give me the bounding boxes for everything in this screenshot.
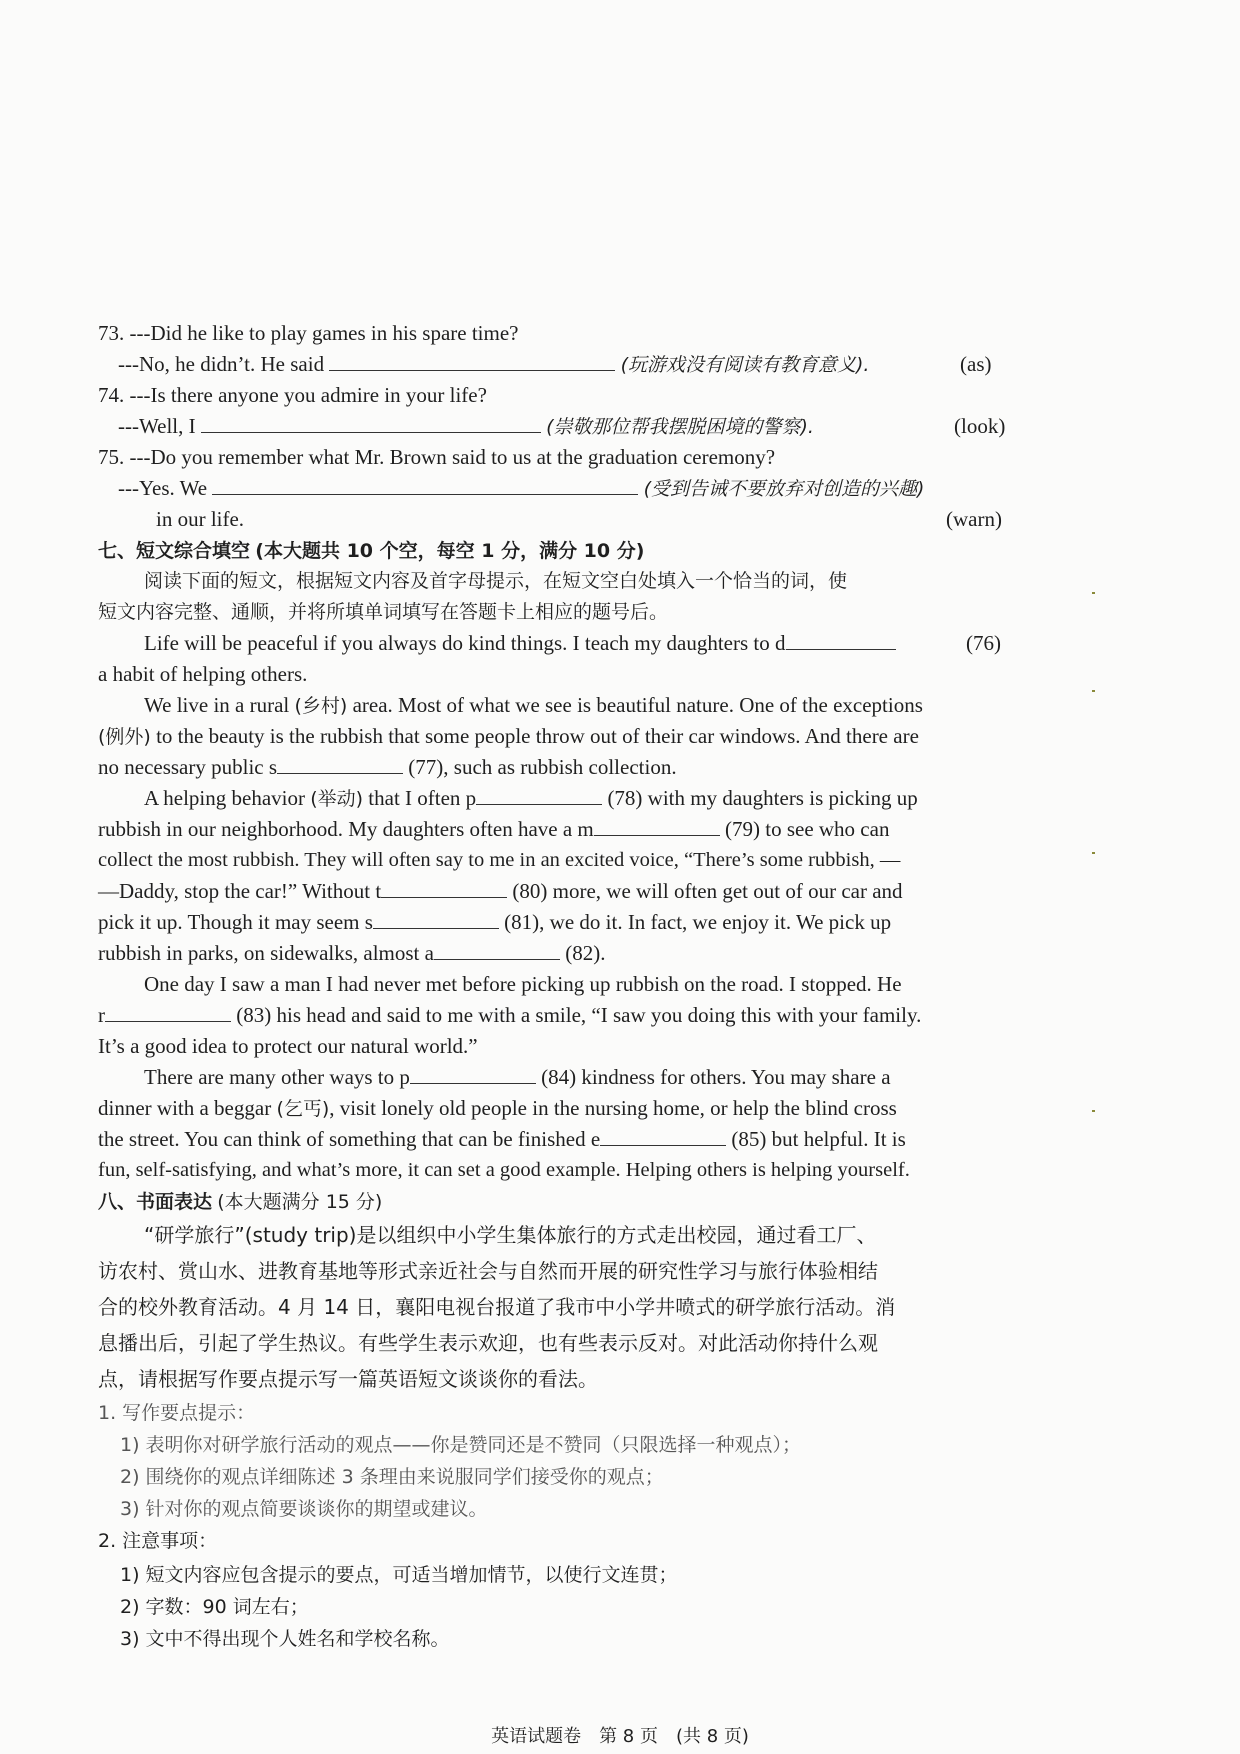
p3-text: rubbish in parks, on sidewalks, almost a	[98, 941, 434, 965]
passage-p3-line-3: collect the most rubbish. They will often say to me in an excited voice, “There’s some rubbish, —	[98, 849, 901, 871]
section-8-intro-line-5: 点，请根据写作要点提示写一篇英语短文谈谈你的看法。	[98, 1367, 598, 1391]
q73-answer-blank[interactable]	[329, 350, 615, 371]
passage-p4-line-1: One day I saw a man I had never met before picking up rubbish on the road. I stopped. He	[144, 972, 902, 996]
p3-text: —Daddy, stop the car!” Without t	[98, 879, 382, 903]
passage-p2-line-2	[98, 721, 919, 752]
q75-keyword: (warn)	[946, 507, 1002, 531]
question-75-prompt: 75. ---Do you remember what Mr. Brown said to us at the graduation ceremony?	[98, 445, 776, 469]
p4-text: (83) his head and said to me with a smile, “I saw you doing this with your family.	[236, 1003, 922, 1027]
q74-keyword: (look)	[954, 414, 1006, 438]
passage-p4-line-3: It’s a good idea to protect our natural world.”	[98, 1034, 478, 1058]
passage-p3-line-1	[144, 783, 918, 814]
question-74-answer	[118, 411, 814, 442]
scan-speck	[1092, 852, 1095, 854]
writing-points-heading: 1. 写作要点提示：	[98, 1402, 256, 1424]
p3-text: (82).	[565, 941, 606, 965]
q73-keyword: (as)	[960, 352, 992, 376]
p5-text: , visit lonely old people in the nursing home, or help the blind cross	[329, 1096, 897, 1120]
q75-answer-start: ---Yes. We	[118, 476, 208, 500]
p5-text: (85) but helpful. It is	[731, 1127, 906, 1151]
p2-text: to the beauty is the rubbish that some people throw out of their car windows. And there are	[156, 724, 919, 748]
scan-speck	[1092, 1110, 1095, 1112]
writing-point-2: 2) 围绕你的观点详细陈述 3 条理由来说服同学们接受你的观点；	[120, 1466, 664, 1488]
p5-text: There are many other ways to p	[144, 1065, 410, 1089]
passage-p4-line-2	[98, 1000, 921, 1030]
p5-gloss-beggar: (乞丐)	[276, 1098, 330, 1120]
section-8-intro-line-1: “研学旅行”(study trip)是以组织中小学生集体旅行的方式走出校园，通过看工厂、	[144, 1223, 877, 1247]
p2-text: area. Most of what we see is beautiful nature. One of the exceptions	[352, 693, 923, 717]
question-73-answer	[118, 349, 869, 380]
p3-text: rubbish in our neighborhood. My daughters often have a m	[98, 817, 594, 841]
p3-text: A helping behavior	[144, 786, 305, 810]
p3-text: (80) more, we will often get out of our car and	[512, 879, 903, 903]
note-3: 3) 文中不得出现个人姓名和学校名称。	[120, 1628, 450, 1650]
q74-answer-blank[interactable]	[201, 412, 541, 433]
p3-text: (79) to see who can	[725, 817, 890, 841]
page-footer: 英语试题卷 第 8 页 (共 8 页)	[491, 1726, 749, 1747]
question-73-prompt: 73. ---Did he like to play games in his spare time?	[98, 321, 519, 345]
section-7-title: 七、短文综合填空	[98, 540, 251, 562]
section-8-intro-line-3: 合的校外教育活动。4 月 14 日，襄阳电视台报道了我市中小学井喷式的研学旅行活动。消	[98, 1295, 896, 1319]
q75-chinese-hint: (受到告诫不要放弃对创造的兴趣)	[643, 478, 925, 500]
passage-p2-line-3	[98, 752, 677, 782]
question-75-answer	[118, 473, 924, 504]
passage-p5-line-3	[98, 1124, 906, 1154]
p4-text: r	[98, 1003, 105, 1027]
passage-p5-line-1	[144, 1062, 891, 1092]
blank-76-number: (76)	[966, 631, 1001, 655]
writing-point-3: 3) 针对你的观点简要谈谈你的期望或建议。	[120, 1498, 488, 1520]
passage-p1-line-1	[144, 628, 896, 658]
p5-text: the street. You can think of something that can be finished e	[98, 1127, 601, 1151]
p2-text: We live in a rural	[144, 693, 290, 717]
q75-answer-end: in our life.	[156, 507, 245, 531]
blank-82[interactable]	[434, 939, 560, 960]
note-1: 1) 短文内容应包含提示的要点，可适当增加情节，以使行文连贯；	[120, 1564, 678, 1586]
blank-76[interactable]	[786, 629, 896, 650]
writing-point-1: 1) 表明你对研学旅行活动的观点——你是赞同还是不赞同（只限选择一种观点）；	[120, 1434, 802, 1456]
section-7-heading	[98, 535, 644, 566]
blank-79[interactable]	[594, 815, 720, 836]
note-2: 2) 字数：90 词左右；	[120, 1596, 309, 1618]
p3-text: (81), we do it. In fact, we enjoy it. We pick up	[504, 910, 892, 934]
p2-gloss-exceptions: (例外)	[98, 726, 151, 748]
section-7-score-note: (本大题共 10 个空，每空 1 分，满分 10 分)	[255, 540, 645, 562]
blank-81[interactable]	[373, 908, 499, 929]
passage-p5-line-2	[98, 1093, 897, 1124]
passage-p3-line-4	[98, 876, 903, 906]
question-74-prompt: 74. ---Is there anyone you admire in your life?	[98, 383, 487, 407]
passage-p2-line-1	[144, 690, 923, 721]
p3-text: that I often p	[368, 786, 477, 810]
blank-77[interactable]	[277, 753, 403, 774]
p2-text: no necessary public s	[98, 755, 278, 779]
blank-80[interactable]	[381, 877, 507, 898]
p3-gloss-behavior: (举动)	[310, 788, 364, 810]
blank-83[interactable]	[105, 1001, 231, 1022]
passage-p3-line-5	[98, 907, 891, 937]
scan-speck	[1092, 592, 1095, 594]
p5-text: (84) kindness for others. You may share a	[541, 1065, 891, 1089]
p5-text: dinner with a beggar	[98, 1096, 272, 1120]
p3-text: pick it up. Though it may seem s	[98, 910, 373, 934]
notes-heading: 2. 注意事项：	[98, 1530, 218, 1552]
passage-p3-line-2	[98, 814, 889, 844]
blank-84[interactable]	[410, 1063, 536, 1084]
passage-p5-line-4: fun, self-satisfying, and what’s more, it can set a good example. Helping others is helping yourself.	[98, 1159, 910, 1181]
section-8-intro-line-4: 息播出后，引起了学生热议。有些学生表示欢迎，也有些表示反对。对此活动你持什么观	[98, 1331, 878, 1355]
blank-78[interactable]	[476, 784, 602, 805]
scan-speck	[1092, 690, 1095, 692]
section-7-instruction-line-2: 短文内容完整、通顺，并将所填单词填写在答题卡上相应的题号后。	[98, 601, 669, 623]
q75-answer-blank[interactable]	[212, 474, 638, 495]
section-8-title: 八、书面表达	[98, 1191, 213, 1213]
q73-chinese-hint: (玩游戏没有阅读有教育意义).	[620, 354, 870, 376]
section-8-heading	[98, 1186, 382, 1217]
section-8-intro-line-2: 访农村、赏山水、进教育基地等形式亲近社会与自然而开展的研究性学习与旅行体验相结	[98, 1259, 878, 1283]
p3-text: (78) with my daughters is picking up	[607, 786, 918, 810]
q74-answer-start: ---Well, I	[118, 414, 196, 438]
passage-p3-line-6	[98, 938, 605, 968]
passage-p1-line-2: a habit of helping others.	[98, 662, 308, 686]
section-8-score-note: (本大题满分 15 分)	[217, 1191, 383, 1213]
section-7-instruction-line-1: 阅读下面的短文，根据短文内容及首字母提示，在短文空白处填入一个恰当的词，使	[144, 570, 848, 592]
p2-gloss-rural: (乡村)	[294, 695, 348, 717]
blank-85[interactable]	[600, 1125, 726, 1146]
p2-text: (77), such as rubbish collection.	[408, 755, 677, 779]
p1-text: Life will be peaceful if you always do kind things. I teach my daughters to d	[144, 631, 786, 655]
q74-chinese-hint: (崇敬那位帮我摆脱困境的警察).	[546, 416, 814, 438]
q73-answer-start: ---No, he didn’t. He said	[118, 352, 325, 376]
